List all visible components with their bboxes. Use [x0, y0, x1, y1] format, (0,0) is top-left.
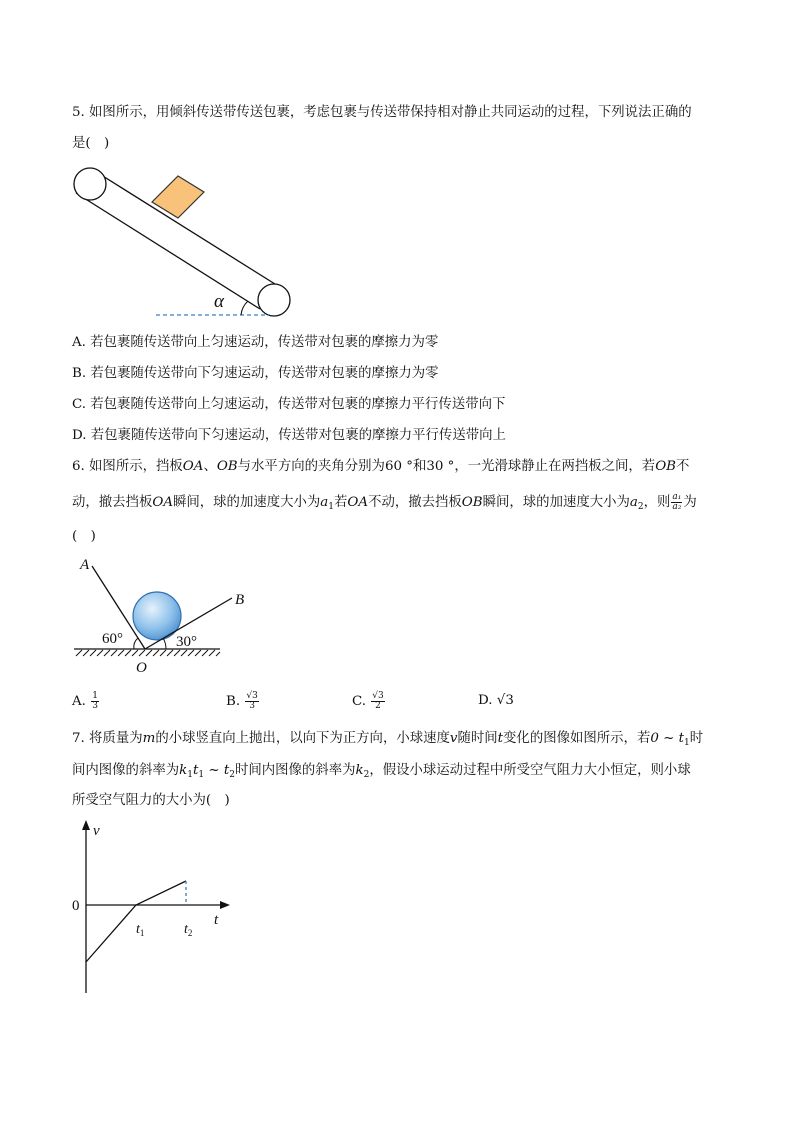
label-t: t	[214, 912, 219, 928]
upper-roller	[74, 168, 106, 200]
q6-option-b: B. $\frac{√3}{3}$	[226, 691, 258, 711]
angle-arc	[241, 301, 248, 315]
label-t2: $t_2$	[184, 922, 193, 938]
q6-ball-figure	[72, 552, 245, 680]
q7-stem-line1: 7. 将质量为m的小球竖直向上抛出，以向下为正方向，小球速度v随时间t变化的图像如图所示，若0 ~ $t_1$时	[72, 731, 704, 748]
q5-option-b: B. 若包裹随传送带向下匀速运动，传送带对包裹的摩擦力为零	[72, 366, 439, 381]
label-60deg: 60°	[102, 631, 123, 647]
q7-stem-line3: 所受空气阻力的大小为( )	[72, 793, 230, 808]
label-a: A	[80, 557, 90, 573]
label-t1: $t_1$	[136, 922, 145, 938]
q5-conveyor-figure	[66, 160, 302, 324]
q6-stem-line2: 动，撤去挡板OA瞬间，球的加速度大小为$a_1$若OA不动，撤去挡板OB瞬间，球的加速度大小为$a_2$，则 $\frac{\text{a₁}}{\text{a₂}}$ 为	[72, 492, 697, 512]
q6-option-d: D. √3	[478, 693, 514, 708]
angle-arc-30	[163, 638, 166, 649]
label-b: B	[235, 592, 245, 608]
label-o: O	[136, 660, 147, 676]
q6-stem-line1: 6. 如图所示，挡板OA、OB与水平方向的夹角分别为60 °和30 °，一光滑球静止在两挡板之间，若OB不	[72, 459, 690, 474]
label-zero: 0	[72, 898, 80, 914]
ratio-fraction: $\frac{\text{a₁}}{\text{a₂}}$	[672, 492, 682, 512]
angle-arc-60	[134, 638, 138, 649]
lower-roller	[258, 284, 290, 316]
v-axis-arrow	[82, 820, 90, 830]
label-30deg: 30°	[176, 634, 197, 650]
q6-stem-line3: ( )	[72, 529, 96, 544]
t-axis-arrow	[220, 901, 230, 909]
angle-alpha-label: α	[214, 291, 224, 312]
q5-stem-line1: 5. 如图所示，用倾斜传送带传送包裹，考虑包裹与传送带保持相对静止共同运动的过程，下列说法正确的	[72, 105, 692, 120]
q6-option-c: C. $\frac{√3}{2}$	[352, 691, 384, 711]
label-v: v	[93, 823, 100, 839]
q7-stem-line2: 间内图像的斜率为$k_1t_1$ ~ $t_2$时间内图像的斜率为$k_2$，假设小球运动过程中所受空气阻力大小恒定，则小球	[72, 763, 691, 780]
q5-stem-line2: 是( )	[72, 136, 110, 151]
ground-hatching	[76, 650, 220, 656]
q7-vt-graph	[68, 818, 238, 998]
q5-option-c: C. 若包裹随传送带向上匀速运动，传送带对包裹的摩擦力平行传送带向下	[72, 397, 506, 412]
q5-option-d: D. 若包裹随传送带向下匀速运动，传送带对包裹的摩擦力平行传送带向上	[72, 428, 506, 443]
q6-option-a: A. $\frac{1}{3}$	[72, 691, 98, 711]
q5-option-a: A. 若包裹随传送带向上匀速运动，传送带对包裹的摩擦力为零	[72, 335, 439, 350]
